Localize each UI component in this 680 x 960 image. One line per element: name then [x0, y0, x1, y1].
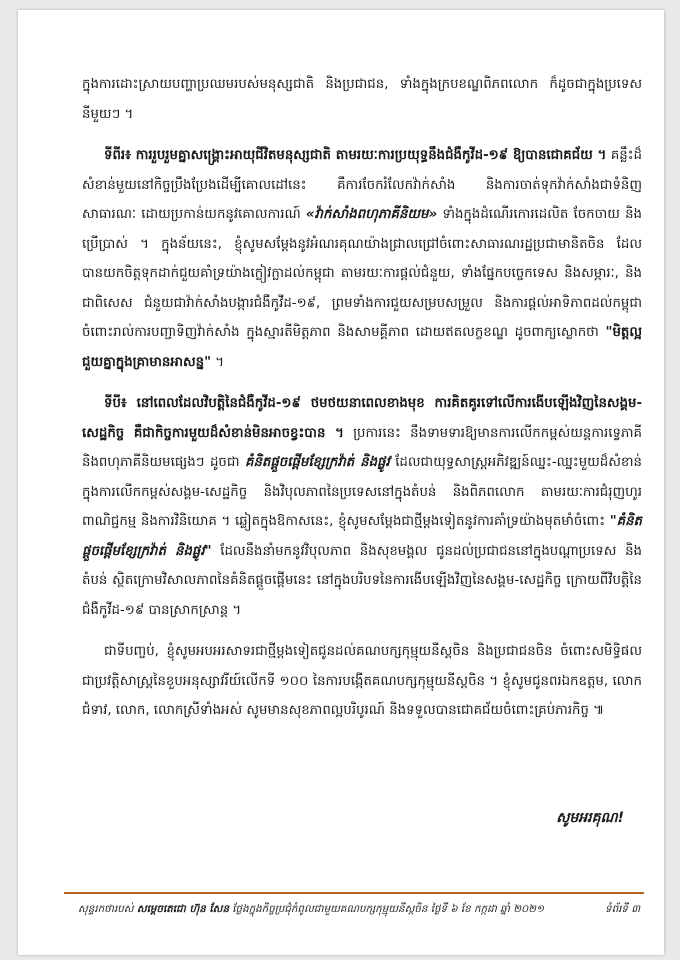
footer-prefix: សុន្ទរកថារបស់: [78, 903, 134, 915]
paragraph-continuation: [82, 70, 642, 129]
text-run: «វ៉ាក់សាំងពហុភាគីនិយម»: [305, 207, 438, 222]
page-footer: [78, 903, 640, 918]
text-run: ក្នុងការដោះស្រាយបញ្ហាប្រឈមរបស់មនុស្សជាតិ និងប្រជាជន, ទាំងក្នុងក្របខណ្ឌពិភពលោក ក៏ដូចជាក្នុងប្រទេសនីមួយៗ ។: [82, 77, 642, 122]
text-run: ទីបី៖ នៅពេលដែលវិបត្តិនៃជំងឺកូវីដ-១៩ ថមថយនាពេលខាងមុខ ការគិតគូរទៅលើការងើបឡើងវិញនៃសង្គម-សេដ្ឋកិច្ច គឺជាកិច្ចការមួយដ៏សំខាន់មិនអាចខ្វះបាន ។: [82, 396, 642, 441]
text-run: គំនិតផ្ដួចផ្ដើមខ្សែក្រវ៉ាត់ និងផ្លូវ: [245, 455, 390, 470]
text-run: ជាទីបញ្ចប់, ខ្ញុំសូមអបអរសាទរជាថ្មីម្ដងទៀតជូនដល់គណបក្សកុម្មុយនីស្តចិន និងប្រជាជនចិន ចំពោះសមិទ្ធិផលជាប្រវត្តិសាស្ត្រនៃខួបអនុស្សាវរីយ៍លើកទី ១០០ នៃការបង្កើតគណបក្សកុម្មុយនីស្តចិន ។ ខ្ញុំសូមជូនពរឯកឧត្តម, លោកជំទាវ, លោក, លោកស្រីទាំងអស់ សូមមានសុខភាពល្អបរិបូរណ៍ និងទទួលបានជោគជ័យចំពោះគ្រប់ភារកិច្ច ៕: [82, 644, 642, 718]
footer-divider: [64, 892, 644, 894]
text-run: ដែលនឹងនាំមកនូវវិបុលភាព និងសុខមង្គល ជូនដល់ប្រជាជននៅក្នុងបណ្ដាប្រទេស និងតំបន់ ស្ថិតក្រោមវិសាលភាពនៃគំនិតផ្ដួចផ្ដើមនេះ នៅក្នុងបរិបទនៃការងើបឡើងវិញនៃសង្គម-សេដ្ឋកិច្ច ក្រោយពីវិបត្តិនៃជំងឺកូវីដ-១៩ បានស្រាកស្រាន្ត ។: [82, 543, 642, 618]
text-run: គន្លឹះដ៏សំខាន់មួយនៅកិច្ចប្រឹងប្រែងដើម្បីគោលដៅនេះ គឺការចែករំលែកវ៉ាក់សាំង និងការចាត់ទុកវ៉ាក់សាំងជាទំនិញសាធារណៈ ដោយប្រកាន់យកនូវគោលការណ៍: [82, 148, 642, 222]
text-run: ដែលជាយុទ្ធសាស្ត្រអភិវឌ្ឍន៍ឈ្នះ-ឈ្នះមួយដ៏សំខាន់ ក្នុងការលើកកម្ពស់សង្គម-សេដ្ឋកិច្ច និងវិបុលភាពនៃប្រទេសនៅក្នុងតំបន់ និងពិភពលោក តាមរយៈការជំរុញហូរពាណិជ្ជកម្ម និងការវិនិយោគ ។ ឆ្លៀតក្នុងឱកាសនេះ, ខ្ញុំសូមសម្ដែងជាថ្មីម្ដងទៀតនូវការគាំទ្រយ៉ាងមុតមាំចំពោះ: [82, 455, 642, 529]
closing-thanks: សូមអរគុណ!: [556, 810, 624, 826]
text-run: ទីពីរ៖ ការរួបរួមគ្នាសង្គ្រោះអាយុជីវិតមនុស្សជាតិ តាមរយៈការប្រយុទ្ធនឹងជំងឺកូវីដ-១៩ ឱ្យបានជោគជ័យ ។: [104, 148, 607, 163]
document-page: [18, 10, 664, 955]
text-run: "មិត្តល្អ ជួយគ្នាក្នុងគ្រាមានអាសន្ន": [82, 325, 642, 370]
page-number: ទំព័រទី ៣: [605, 903, 640, 915]
document-body: [82, 70, 642, 738]
text-run: ទាំងក្នុងដំណើរកោរដេលិត ចែកចាយ និងប្រើប្រាស់ ។ ក្នុងន័យនេះ, ខ្ញុំសូមសម្ដែងនូវអំណរគុណយ៉ាងជ្រាលជ្រៅចំពោះសាធារណរដ្ឋប្រជាមានិតចិន ដែលបានយកចិត្តទុកដាក់ជួយគាំទ្រយ៉ាងក្លៀវក្លាដល់កម្ពុជា តាមរយៈការផ្ដល់ជំនួយ, ទាំងផ្នែកបច្ចេកទេស និងសម្ភារៈ, និងជាពិសេស ជំនួយជាវ៉ាក់សាំងបង្ការជំងឺកូវីដ-១៩, ព្រមទាំងការជួយសម្របសម្រួល និងការផ្ដល់អាទិភាពដល់កម្ពុជា ចំពោះរាល់ការបញ្ជាទិញវ៉ាក់សាំង ក្នុងស្មារតីមិត្តភាព និងសាមគ្គីភាព ដោយឥតលក្ខខណ្ឌ ដូចពាក្យស្លោកថា: [82, 207, 642, 340]
paragraph-third-point: [82, 389, 642, 625]
text-run: ។: [211, 354, 225, 370]
footer-speaker: សម្ដេចតេជោ ហ៊ុន សែន: [136, 903, 229, 915]
footer-caption: [78, 903, 544, 918]
footer-occasion: ថ្លែងក្នុងកិច្ចប្រជុំកំពូលជាមួយគណបក្សកុម្មុយនីស្តចិន ថ្ងៃទី ៦ ខែ កក្កដា ឆ្នាំ ២០២១: [232, 903, 544, 915]
paragraph-conclusion: [82, 637, 642, 726]
text-run: "គំនិតផ្ដួចផ្ដើមខ្សែក្រវ៉ាត់ និងផ្លូវ": [82, 514, 642, 559]
text-run: ប្រការនេះ នឹងទាមទារឱ្យមានការលើកកម្ពស់យន្តការទ្វេភាគី និងពហុភាគីនិយមផ្សេងៗ ដូចជា: [82, 425, 642, 470]
paragraph-second-point: [82, 141, 642, 377]
